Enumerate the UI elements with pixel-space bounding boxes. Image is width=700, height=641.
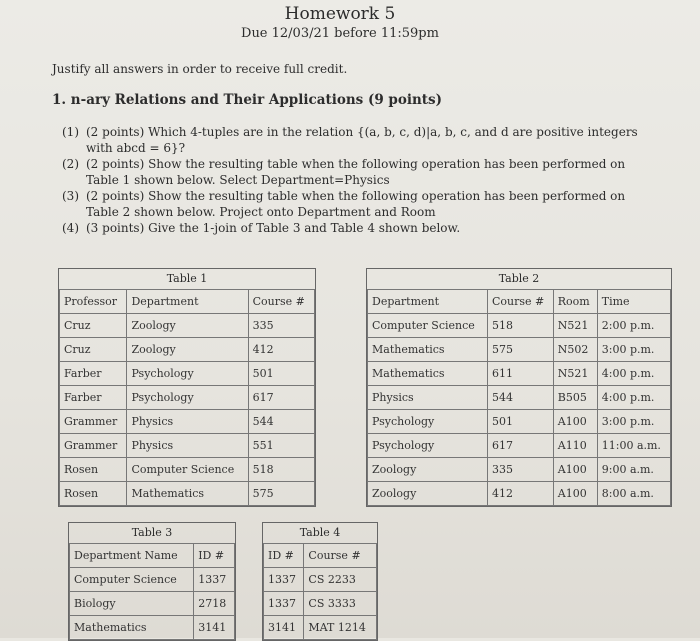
table-cell: Grammer: [60, 434, 127, 458]
question-text: (2 points) Which 4-tuples are in the relation {(a, b, c, d)|a, b, c, and d are positive integers with abcd = 6}?: [86, 125, 638, 155]
table-cell: 575: [248, 482, 314, 506]
table-row: [264, 616, 377, 640]
table-row: [70, 592, 235, 616]
table-cell: 335: [488, 458, 554, 482]
table-cell: 2:00 p.m.: [597, 314, 670, 338]
table-cell: Mathematics: [70, 616, 194, 640]
table-row: [368, 410, 671, 434]
table-row: [60, 410, 315, 434]
table-cell: 1337: [194, 568, 235, 592]
table-cell: 1337: [264, 592, 304, 616]
table-cell: A100: [553, 482, 597, 506]
table-cell: Psychology: [368, 434, 488, 458]
table-row: [60, 338, 315, 362]
table-cell: Physics: [127, 410, 248, 434]
question-number: (1): [62, 125, 79, 139]
table-header-row: [60, 290, 315, 314]
column-header: Department Name: [70, 544, 194, 568]
table-row: [368, 482, 671, 506]
table-4: [262, 522, 378, 641]
table-cell: Cruz: [60, 314, 127, 338]
table-cell: CS 3333: [304, 592, 377, 616]
question-item: [62, 220, 642, 236]
table-cell: Computer Science: [127, 458, 248, 482]
table-cell: 501: [248, 362, 314, 386]
table-cell: 544: [248, 410, 314, 434]
table-cell: 518: [488, 314, 554, 338]
table-row: [368, 458, 671, 482]
table-row: [368, 362, 671, 386]
table-cell: Mathematics: [127, 482, 248, 506]
table-cell: Mathematics: [368, 362, 488, 386]
table-row: [60, 482, 315, 506]
table-row: [368, 434, 671, 458]
column-header: Professor: [60, 290, 127, 314]
column-header: Course #: [488, 290, 554, 314]
table-cell: 544: [488, 386, 554, 410]
table-3: [68, 522, 236, 641]
table-cell: N521: [553, 314, 597, 338]
table-cell: 617: [248, 386, 314, 410]
table-caption: Table 3: [131, 526, 173, 539]
table-cell: Psychology: [127, 362, 248, 386]
table-cell: N502: [553, 338, 597, 362]
table-cell: 3141: [194, 616, 235, 640]
table-cell: 501: [488, 410, 554, 434]
question-item: [62, 124, 642, 156]
column-header: Course #: [304, 544, 377, 568]
column-header: ID #: [264, 544, 304, 568]
table-cell: Psychology: [368, 410, 488, 434]
table-cell: 4:00 p.m.: [597, 386, 670, 410]
table-cell: 551: [248, 434, 314, 458]
question-number: (4): [62, 221, 79, 235]
column-header: Department: [127, 290, 248, 314]
table-cell: 9:00 a.m.: [597, 458, 670, 482]
column-header: Course #: [248, 290, 314, 314]
table-cell: 4:00 p.m.: [597, 362, 670, 386]
table-row: [60, 314, 315, 338]
table-row: [60, 434, 315, 458]
question-text: (3 points) Give the 1-join of Table 3 and Table 4 shown below.: [86, 221, 461, 235]
table-cell: 3:00 p.m.: [597, 338, 670, 362]
table-cell: 335: [248, 314, 314, 338]
table-cell: Cruz: [60, 338, 127, 362]
table-cell: 11:00 a.m.: [597, 434, 670, 458]
table-header-row: [70, 544, 235, 568]
table-cell: Grammer: [60, 410, 127, 434]
table-row: [368, 314, 671, 338]
table-row: [70, 568, 235, 592]
table-cell: Biology: [70, 592, 194, 616]
table-row: [368, 386, 671, 410]
table-2-grid: [367, 289, 671, 506]
due-date: Due 12/03/21 before 11:59pm: [241, 26, 439, 41]
question-number: (2): [62, 157, 79, 171]
column-header: ID #: [194, 544, 235, 568]
table-row: [60, 458, 315, 482]
table-cell: N521: [553, 362, 597, 386]
question-list: [62, 124, 642, 236]
table-cell: B505: [553, 386, 597, 410]
question-text: (2 points) Show the resulting table when the following operation has been performed on Table 1 shown below. Select Department=Physics: [86, 157, 626, 187]
table-cell: MAT 1214: [304, 616, 377, 640]
table-header-row: [368, 290, 671, 314]
question-text: (2 points) Show the resulting table when the following operation has been performed on Table 2 shown below. Project onto Department and Room: [86, 189, 626, 219]
table-cell: Zoology: [368, 458, 488, 482]
table-cell: 3141: [264, 616, 304, 640]
table-cell: 3:00 p.m.: [597, 410, 670, 434]
question-item: [62, 188, 642, 220]
table-4-grid: [263, 543, 377, 640]
table-cell: Computer Science: [368, 314, 488, 338]
table-cell: Rosen: [60, 458, 127, 482]
question-item: [62, 156, 642, 188]
table-cell: Farber: [60, 362, 127, 386]
instructions: Justify all answers in order to receive full credit.: [52, 62, 348, 76]
table-cell: Rosen: [60, 482, 127, 506]
table-cell: 1337: [264, 568, 304, 592]
column-header: Room: [553, 290, 597, 314]
table-row: [60, 386, 315, 410]
question-number: (3): [62, 189, 79, 203]
table-row: [264, 568, 377, 592]
table-3-grid: [69, 543, 235, 640]
table-cell: Zoology: [127, 314, 248, 338]
table-cell: A110: [553, 434, 597, 458]
table-cell: Mathematics: [368, 338, 488, 362]
table-cell: Farber: [60, 386, 127, 410]
table-caption: Table 2: [498, 272, 540, 285]
table-cell: 412: [248, 338, 314, 362]
table-caption: Table 4: [299, 526, 341, 539]
table-cell: Zoology: [368, 482, 488, 506]
table-cell: 617: [488, 434, 554, 458]
page-title: Homework 5: [284, 4, 396, 24]
table-2: [366, 268, 672, 507]
table-row: [368, 338, 671, 362]
table-cell: Zoology: [127, 338, 248, 362]
table-cell: 412: [488, 482, 554, 506]
table-caption: Table 1: [166, 272, 208, 285]
table-cell: Psychology: [127, 386, 248, 410]
column-header: Department: [368, 290, 488, 314]
table-cell: CS 2233: [304, 568, 377, 592]
table-cell: Computer Science: [70, 568, 194, 592]
table-cell: 575: [488, 338, 554, 362]
table-row: [60, 362, 315, 386]
table-1: [58, 268, 316, 507]
table-cell: 518: [248, 458, 314, 482]
table-row: [264, 592, 377, 616]
table-cell: Physics: [127, 434, 248, 458]
table-cell: A100: [553, 410, 597, 434]
table-cell: 611: [488, 362, 554, 386]
table-cell: Physics: [368, 386, 488, 410]
table-cell: 8:00 a.m.: [597, 482, 670, 506]
table-cell: A100: [553, 458, 597, 482]
section-heading: 1. n-ary Relations and Their Applications (9 points): [52, 92, 443, 108]
column-header: Time: [597, 290, 670, 314]
table-row: [70, 616, 235, 640]
table-1-grid: [59, 289, 315, 506]
table-header-row: [264, 544, 377, 568]
table-cell: 2718: [194, 592, 235, 616]
